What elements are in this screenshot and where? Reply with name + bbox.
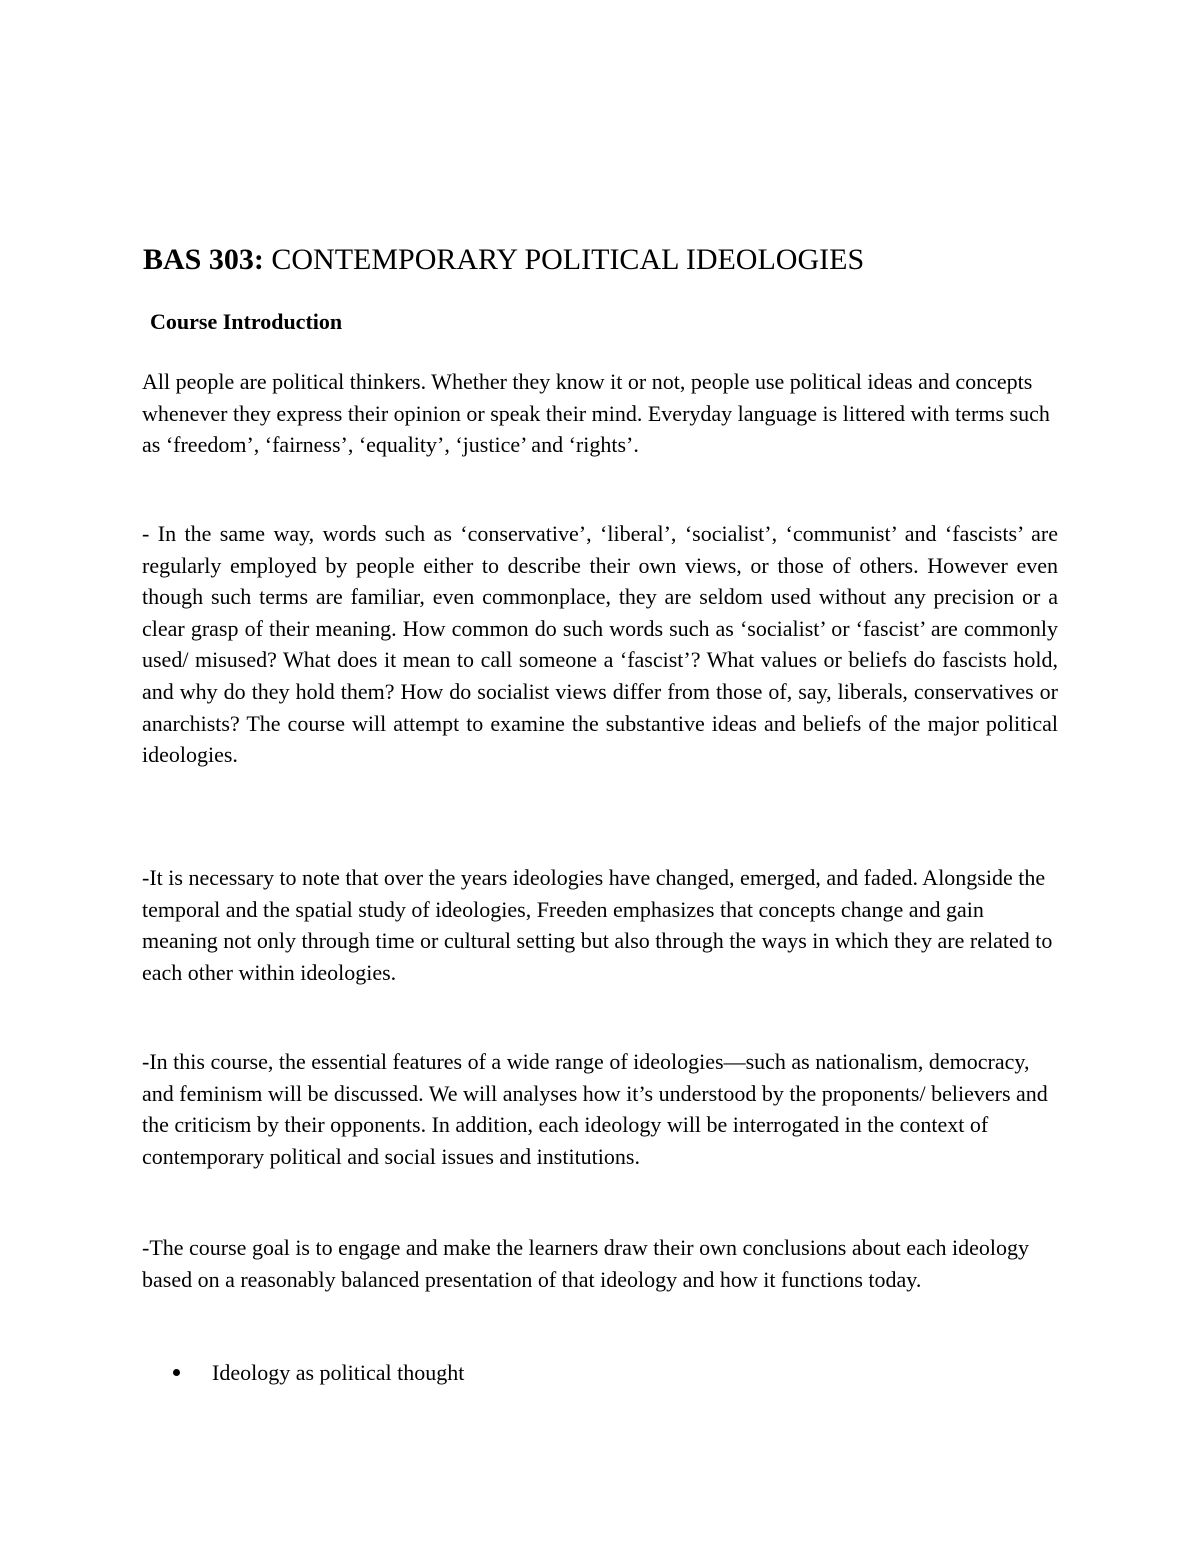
ideologies-change-paragraph: -It is necessary to note that over the years ideologies have changed, emerged, and faded. Alongside the temporal and the spatial study of ideologies, Freeden emphasizes that concepts change and gain meaning not only through time or cultural setting but also through the ways in which they are related to each other within ideologies.: [142, 865, 1053, 985]
course-title: [143, 242, 864, 278]
bullet-icon: [173, 1369, 180, 1376]
topic-list: [170, 1357, 464, 1388]
list-item: [170, 1357, 464, 1388]
course-features-paragraph: -In this course, the essential features of a wide range of ideologies—such as nationalism, democracy, and feminism will be discussed. We will analyses how it’s understood by the proponents/ believers and the criticism by their opponents. In addition, each ideology will be interrogated in the context of contemporary political and social issues and institutions.: [142, 1049, 1048, 1169]
course-name: CONTEMPORARY POLITICAL IDEOLOGIES: [271, 243, 865, 276]
course-code: BAS 303:: [143, 243, 264, 276]
terms-paragraph: - In the same way, words such as ‘conservative’, ‘liberal’, ‘socialist’, ‘communist’ and ‘fascists’ are regularly employed by people either to describe their own views, or those of others. However even though such terms are familiar, even commonplace, they are seldom used without any precision or a clear grasp of their meaning. How common do such words such as ‘socialist’ or ‘fascist’ are commonly used/ misused? What does it mean to call someone a ‘fascist’? What values or beliefs do fascists hold, and why do they hold them? How do socialist views differ from those of, say, liberals, conservatives or anarchists? The course will attempt to examine the substantive ideas and beliefs of the major political ideologies.: [142, 521, 1058, 768]
course-goal-paragraph: -The course goal is to engage and make the learners draw their own conclusions about each ideology based on a reasonably balanced presentation of that ideology and how it functions today.: [142, 1235, 1030, 1292]
list-item-label: Ideology as political thought: [212, 1360, 465, 1385]
intro-paragraph: All people are political thinkers. Whether they know it or not, people use political ideas and concepts whenever they express their opinion or speak their mind. Everyday language is littered with terms such as ‘freedom’, ‘fairness’, ‘equality’, ‘justice’ and ‘rights’.: [142, 369, 1050, 458]
section-heading: Course Introduction: [150, 309, 343, 334]
